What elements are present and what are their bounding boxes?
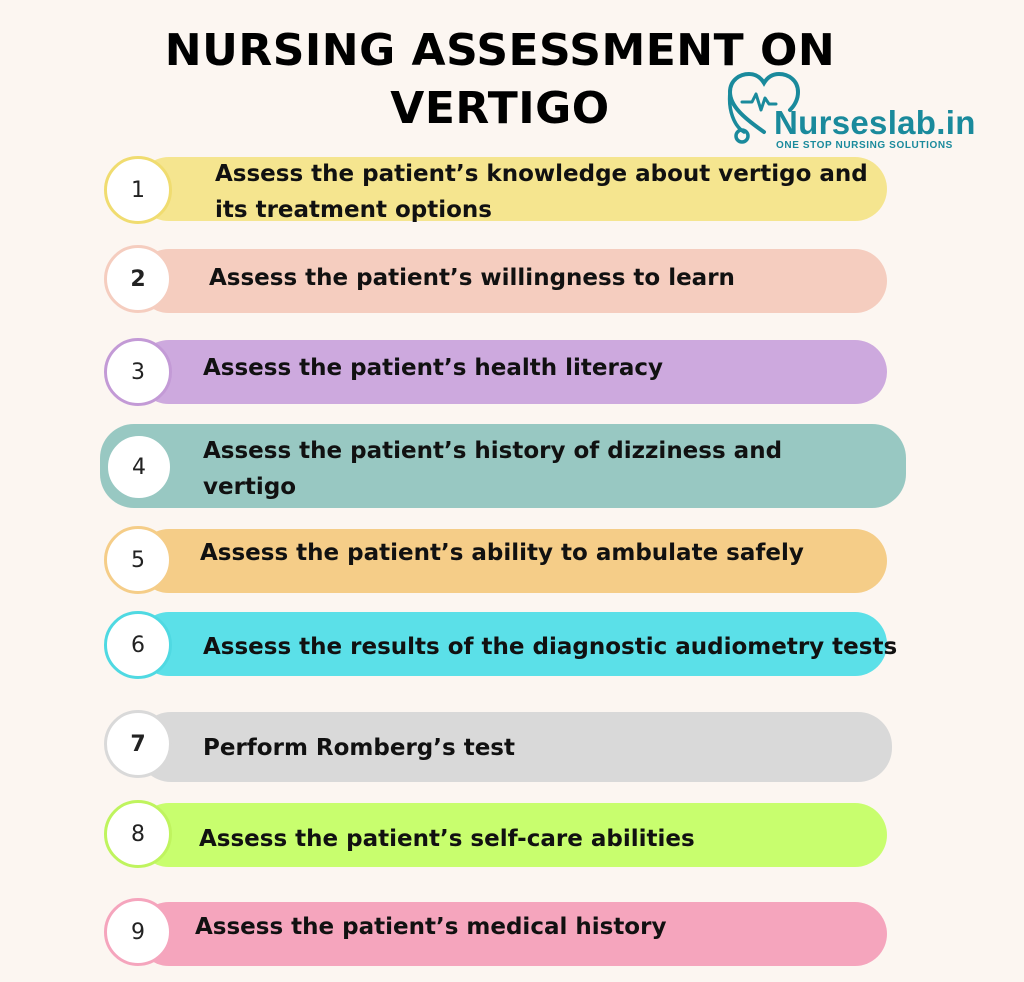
item-number-badge: 9	[104, 898, 172, 966]
item-number-badge: 1	[104, 156, 172, 224]
item-text	[203, 433, 782, 505]
item-text	[203, 730, 515, 766]
item-text-line-1: Assess the patient’s health literacy	[203, 355, 664, 381]
item-number-badge: 4	[105, 433, 173, 501]
logo-tagline: ONE STOP NURSING SOLUTIONS	[776, 140, 953, 151]
item-text-line-1: Assess the patient’s medical history	[195, 914, 667, 940]
title-line-1: NURSING ASSESSMENT ON	[164, 25, 836, 76]
item-number-badge: 3	[104, 338, 172, 406]
item-text-line-2: vertigo	[203, 474, 297, 500]
item-number-badge: 7	[104, 710, 172, 778]
item-number-badge: 6	[104, 611, 172, 679]
item-text-line-2: its treatment options	[215, 197, 492, 223]
logo-name: Nurseslab.in	[774, 104, 976, 141]
item-text	[195, 909, 666, 945]
item-text	[200, 535, 804, 571]
item-number-badge: 8	[104, 800, 172, 868]
item-text-line-1: Assess the patient’s self-care abilities	[199, 826, 695, 852]
item-number-badge: 5	[104, 526, 172, 594]
item-text	[209, 260, 735, 296]
title-line-2: VERTIGO	[390, 83, 610, 134]
item-text	[215, 156, 868, 228]
item-text	[203, 350, 663, 386]
item-text-line-1: Assess the patient’s knowledge about vertigo and	[215, 161, 868, 187]
item-number-badge: 2	[104, 245, 172, 313]
item-text-line-1: Assess the patient’s history of dizziness and	[203, 438, 783, 464]
item-text-line-1: Assess the patient’s ability to ambulate safely	[200, 540, 804, 566]
nurseslab-logo	[724, 70, 974, 160]
item-text-line-1: Assess the patient’s willingness to learn	[209, 265, 735, 291]
item-text	[203, 629, 897, 665]
item-text-line-1: Perform Romberg’s test	[203, 735, 515, 761]
item-text-line-1: Assess the results of the diagnostic audiometry tests	[203, 634, 898, 660]
item-text	[199, 821, 695, 857]
